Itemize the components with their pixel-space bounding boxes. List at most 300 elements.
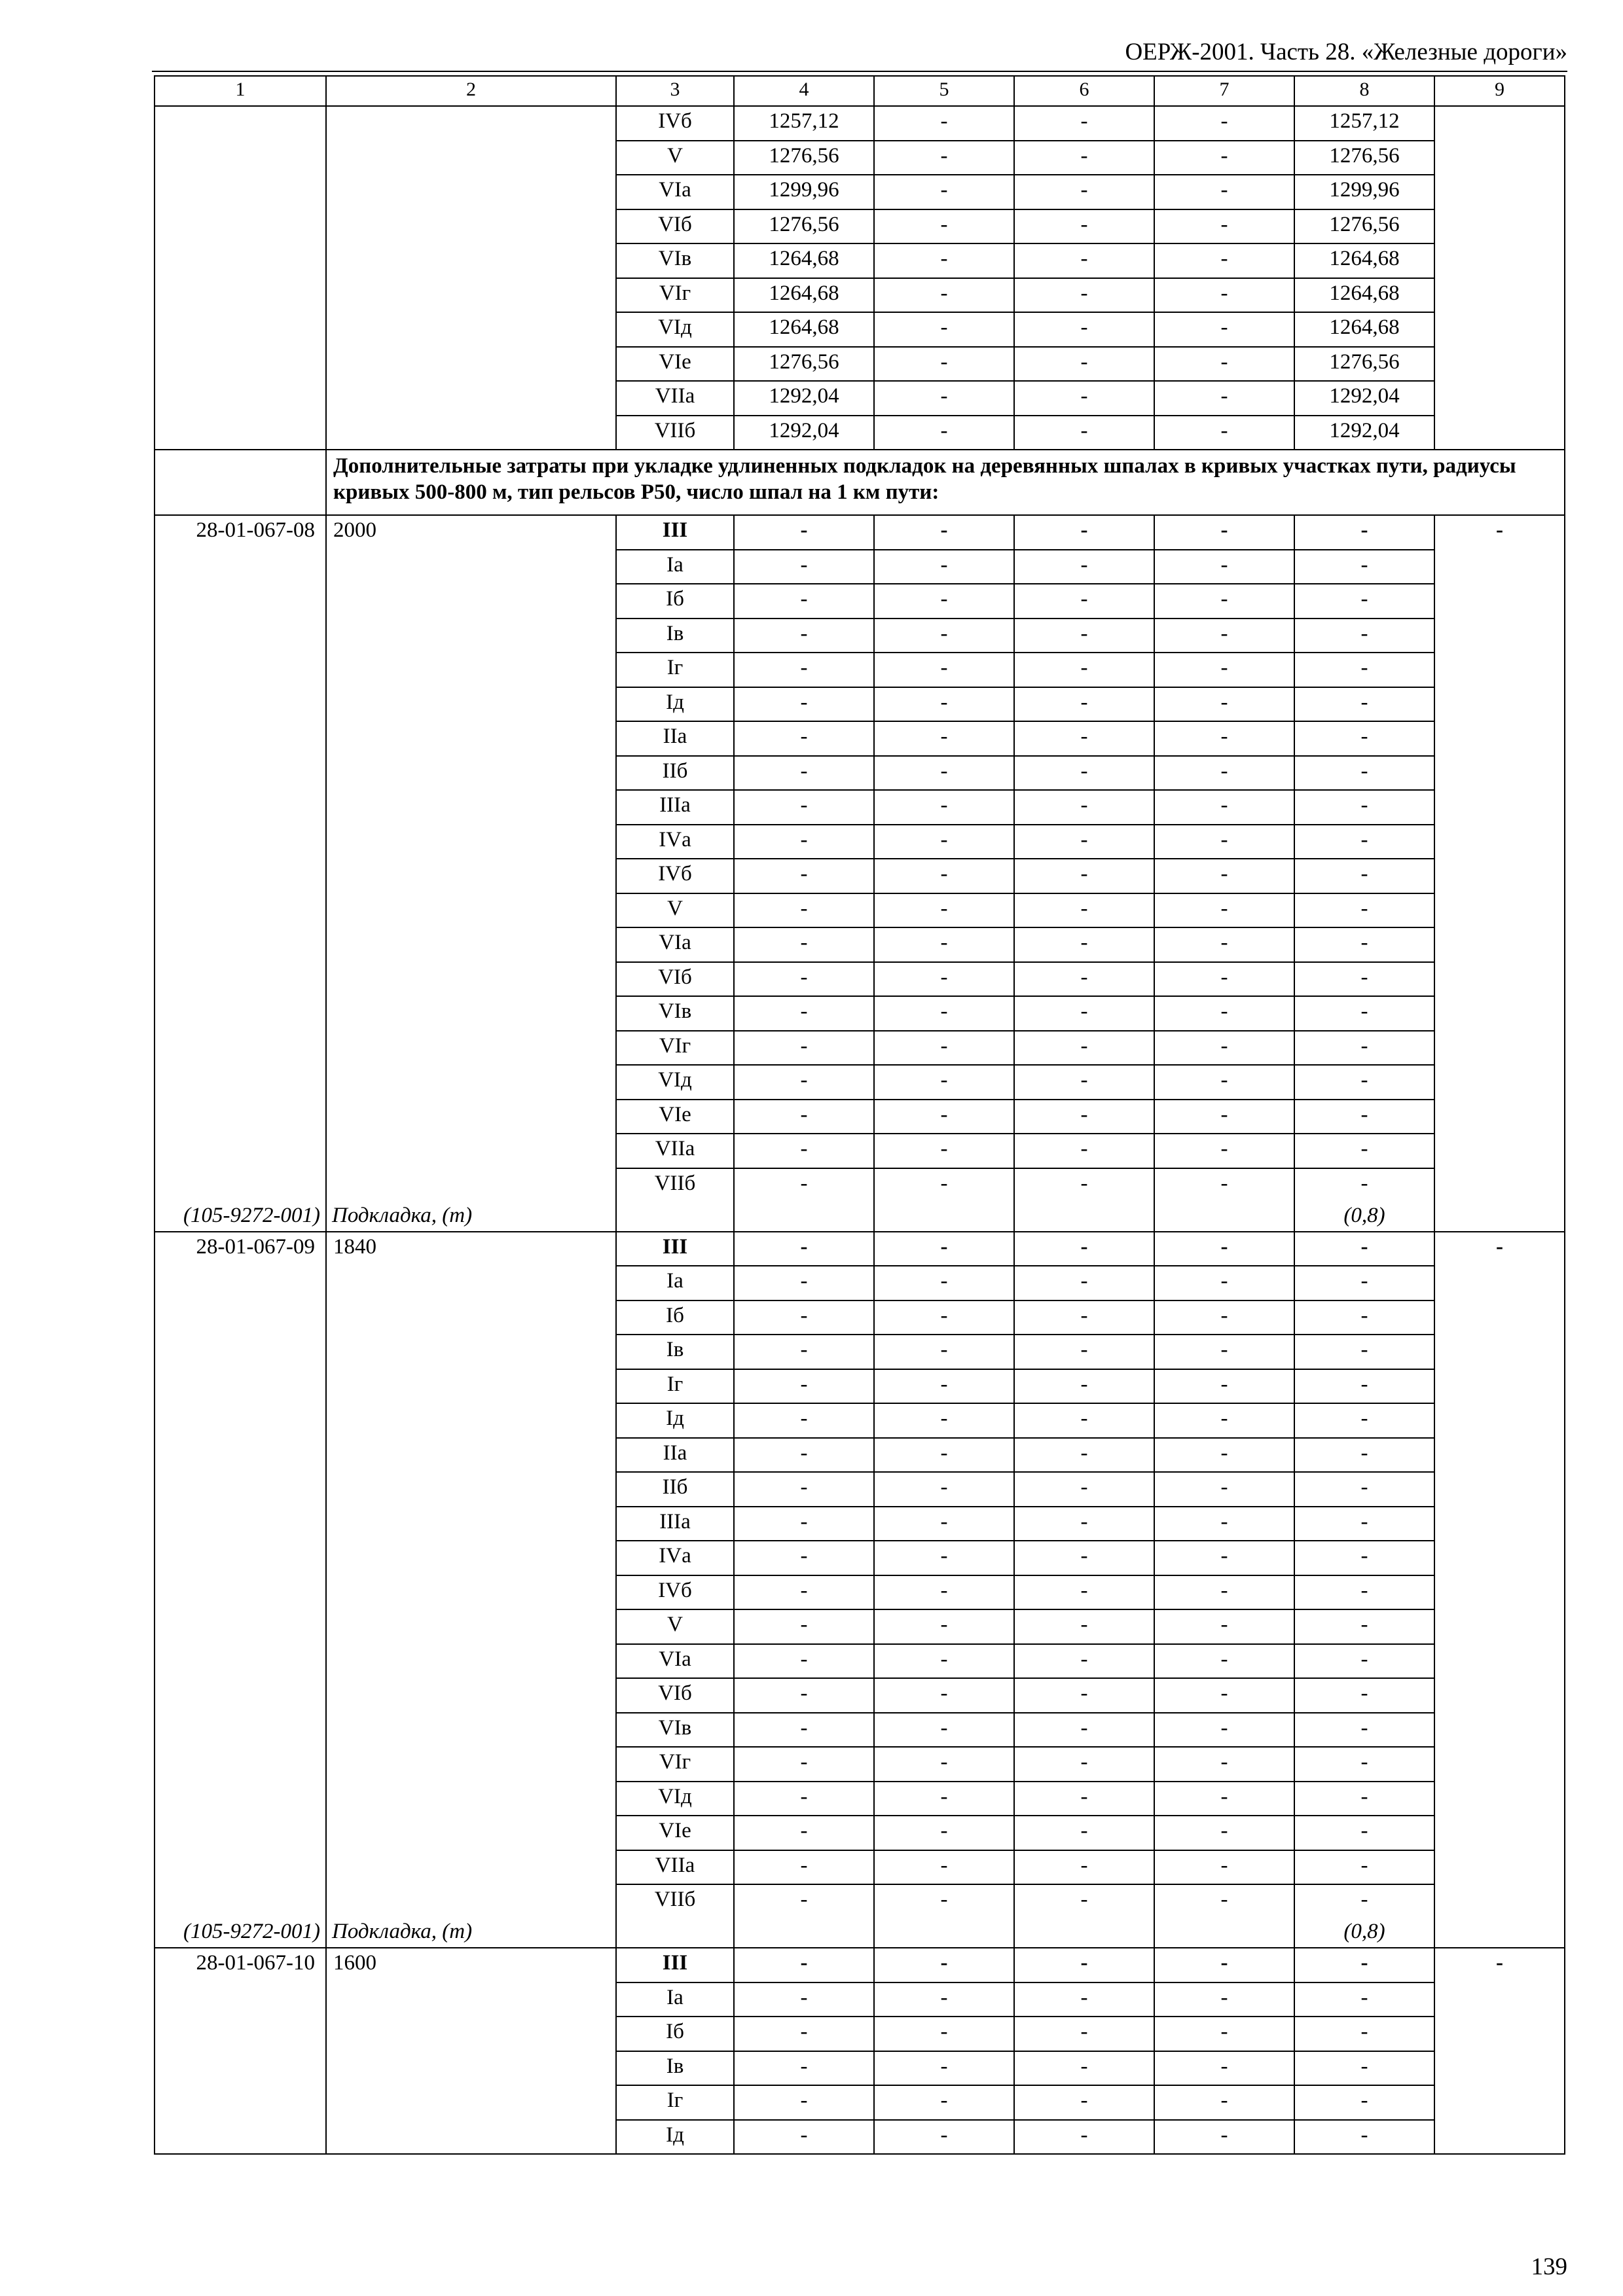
dash-value: - <box>1360 896 1368 920</box>
value-cell: - <box>734 1713 874 1748</box>
page-number: 139 <box>1531 2253 1567 2280</box>
value-cell: - <box>1014 1232 1154 1266</box>
category-cell: Iб <box>616 584 734 619</box>
dash-value: - <box>1360 1888 1368 1911</box>
value-cell: - <box>1014 962 1154 997</box>
value-cell: - <box>1154 1982 1294 2017</box>
value-cell <box>1294 619 1434 653</box>
value-cell: - <box>874 2120 1014 2155</box>
value-cell: - <box>1154 962 1294 997</box>
value-cell: 1264,68 <box>734 312 874 347</box>
value-cell: - <box>874 825 1014 859</box>
dash-value: - <box>1360 621 1368 645</box>
value-cell: - <box>1154 1884 1294 1948</box>
value-cell: - <box>874 2051 1014 2086</box>
value-cell: - <box>734 756 874 791</box>
quantity-cell <box>326 515 616 1232</box>
value-cell: - <box>1014 1782 1154 1816</box>
dash-value: - <box>1360 759 1368 783</box>
value-cell: - <box>1014 175 1154 209</box>
value-cell: - <box>1154 416 1294 450</box>
value-cell: - <box>874 584 1014 619</box>
value-cell: - <box>874 550 1014 584</box>
value-cell <box>1294 1782 1434 1816</box>
value-cell <box>1294 1403 1434 1438</box>
value-cell <box>1294 2051 1434 2086</box>
value-cell: - <box>734 859 874 893</box>
value-cell: - <box>734 1816 874 1850</box>
norm-code: 28-01-067-09 <box>196 1234 315 1259</box>
category-cell: VIг <box>616 1747 734 1782</box>
value-cell <box>1294 1232 1434 1266</box>
value-cell: - <box>1154 1948 1294 1982</box>
column-number: 3 <box>616 76 734 106</box>
value-cell: - <box>1154 2120 1294 2155</box>
resource-name: Подкладка, (т) <box>332 1203 473 1227</box>
value-cell: - <box>1014 1100 1154 1134</box>
value-cell: - <box>1014 1816 1154 1850</box>
value-cell: - <box>1014 2085 1154 2120</box>
value-cell: - <box>1014 996 1154 1031</box>
value-cell <box>1294 2120 1434 2155</box>
value-cell: - <box>734 2017 874 2051</box>
dash-value: - <box>1360 1578 1368 1602</box>
value-cell: - <box>1154 1232 1294 1266</box>
value-cell: - <box>734 2085 874 2120</box>
dash-value: - <box>1360 1647 1368 1671</box>
value-cell <box>1294 1644 1434 1679</box>
value-cell <box>1294 1541 1434 1575</box>
value-cell: - <box>874 1541 1014 1575</box>
column-9-cell: - <box>1434 1948 1565 2154</box>
dash-value: - <box>1360 587 1368 611</box>
value-cell: - <box>734 1472 874 1507</box>
value-cell: 1299,96 <box>1294 175 1434 209</box>
resource-value: (0,8) <box>1343 1920 1385 1943</box>
category-cell: IVа <box>616 1541 734 1575</box>
resource-name: Подкладка, (т) <box>332 1920 473 1943</box>
value-cell: - <box>1154 2051 1294 2086</box>
value-cell <box>1294 1507 1434 1541</box>
value-cell: - <box>734 893 874 928</box>
column-number: 8 <box>1294 76 1434 106</box>
category-cell: Iа <box>616 1266 734 1300</box>
value-cell: - <box>1154 756 1294 791</box>
value-cell <box>1294 756 1434 791</box>
value-cell: - <box>1154 141 1294 175</box>
quantity-cell <box>326 1232 616 1948</box>
resource-code: (105-9272-001) <box>183 1203 320 1227</box>
value-cell: - <box>734 1782 874 1816</box>
value-cell <box>1294 1948 1434 1982</box>
value-cell: - <box>874 1403 1014 1438</box>
category-cell: VIа <box>616 1644 734 1679</box>
value-cell: - <box>1014 619 1154 653</box>
dash-value: - <box>1360 552 1368 577</box>
value-cell: - <box>1014 687 1154 722</box>
category-cell: IVа <box>616 825 734 859</box>
value-cell <box>1294 1747 1434 1782</box>
code-cell <box>155 1232 326 1948</box>
value-cell: 1276,56 <box>734 209 874 244</box>
value-cell: - <box>1154 1100 1294 1134</box>
dash-value: - <box>1360 1033 1368 1058</box>
value-cell: - <box>1154 1134 1294 1168</box>
column-9-cell: - <box>1434 1232 1565 1948</box>
dash-value: - <box>1360 1544 1368 1568</box>
value-cell: - <box>874 1713 1014 1748</box>
table-row <box>155 106 1565 141</box>
value-cell: - <box>1154 1369 1294 1404</box>
value-cell <box>1294 1850 1434 1885</box>
value-cell: - <box>1154 927 1294 962</box>
value-cell: - <box>874 619 1014 653</box>
value-cell <box>1294 1713 1434 1748</box>
value-cell: - <box>1014 347 1154 382</box>
value-cell: - <box>734 1369 874 1404</box>
value-cell: - <box>1014 1403 1154 1438</box>
value-cell: - <box>1154 1266 1294 1300</box>
value-cell: - <box>874 1232 1014 1266</box>
category-cell: Iг <box>616 653 734 687</box>
value-cell: - <box>734 1644 874 1679</box>
dash-value: - <box>1360 1303 1368 1327</box>
category-cell: VIг <box>616 278 734 313</box>
value-cell: - <box>1014 243 1154 278</box>
value-cell: - <box>1154 312 1294 347</box>
dash-value: - <box>1360 1750 1368 1774</box>
value-cell: - <box>1014 1884 1154 1948</box>
category-cell: Iд <box>616 687 734 722</box>
value-cell: - <box>1154 619 1294 653</box>
category-cell: III <box>616 1948 734 1982</box>
value-cell: 1257,12 <box>734 106 874 141</box>
value-cell: - <box>1014 721 1154 756</box>
value-cell: - <box>1154 1609 1294 1644</box>
category-cell: VIб <box>616 962 734 997</box>
value-cell: - <box>1154 893 1294 928</box>
page-header-title: ОЕРЖ-2001. Часть 28. «Железные дороги» <box>1125 39 1567 65</box>
value-cell <box>1294 687 1434 722</box>
value-cell: - <box>734 584 874 619</box>
value-cell: - <box>1154 1507 1294 1541</box>
category-cell: Iв <box>616 2051 734 2086</box>
dash-value: - <box>1360 2123 1368 2147</box>
dash-value: - <box>1360 931 1368 954</box>
value-cell: - <box>1014 927 1154 962</box>
value-cell: - <box>734 1575 874 1610</box>
value-cell: - <box>734 1678 874 1713</box>
value-cell <box>1294 1816 1434 1850</box>
value-cell <box>1294 584 1434 619</box>
value-cell: - <box>874 1609 1014 1644</box>
value-cell <box>1294 790 1434 825</box>
value-cell: - <box>1014 1168 1154 1232</box>
value-cell: - <box>1154 1300 1294 1335</box>
value-cell <box>1294 1472 1434 1507</box>
value-cell: - <box>1014 1438 1154 1473</box>
value-cell: - <box>1154 1850 1294 1885</box>
value-cell: - <box>874 416 1014 450</box>
value-cell: 1276,56 <box>734 141 874 175</box>
category-cell: IIа <box>616 721 734 756</box>
value-cell: - <box>734 1541 874 1575</box>
value-cell: - <box>1154 1065 1294 1100</box>
value-cell: - <box>1014 1678 1154 1713</box>
category-cell: IIа <box>616 1438 734 1473</box>
value-cell: - <box>874 1335 1014 1369</box>
dash-value: - <box>1360 1234 1368 1259</box>
value-cell: 1276,56 <box>1294 347 1434 382</box>
value-cell: - <box>1014 756 1154 791</box>
value-cell <box>1294 2085 1434 2120</box>
sleeper-count: 2000 <box>333 518 376 542</box>
value-cell: - <box>1014 1747 1154 1782</box>
category-cell: V <box>616 893 734 928</box>
category-cell: Iд <box>616 1403 734 1438</box>
value-cell: - <box>1154 347 1294 382</box>
sleeper-count: 1600 <box>333 1951 376 1975</box>
value-cell: - <box>1154 1472 1294 1507</box>
dash-value: - <box>1360 1475 1368 1499</box>
category-cell: III <box>616 1232 734 1266</box>
value-cell: - <box>1014 381 1154 416</box>
value-cell: - <box>874 1850 1014 1885</box>
dash-value: - <box>1360 1784 1368 1808</box>
column-number: 6 <box>1014 76 1154 106</box>
value-cell <box>1294 1982 1434 2017</box>
column-number: 5 <box>874 76 1014 106</box>
value-cell: 1292,04 <box>1294 381 1434 416</box>
value-cell: 1276,56 <box>1294 209 1434 244</box>
value-cell: 1257,12 <box>1294 106 1434 141</box>
dash-value: - <box>1360 1853 1368 1877</box>
value-cell <box>1294 721 1434 756</box>
value-cell <box>1294 859 1434 893</box>
dash-value: - <box>1360 1338 1368 1361</box>
value-cell: - <box>874 381 1014 416</box>
value-cell <box>1294 1100 1434 1134</box>
category-cell: IIIа <box>616 790 734 825</box>
norm-code: 28-01-067-10 <box>196 1951 315 1975</box>
norm-table <box>154 75 1565 2155</box>
category-cell: VIв <box>616 996 734 1031</box>
section-description: Дополнительные затраты при укладке удлиненных подкладок на деревянных шпалах в кривых участках пути, радиусы кривых 500-800 м, тип рельсов Р50, число шпал на 1 км пути: <box>326 450 1565 515</box>
value-cell: - <box>1014 312 1154 347</box>
value-cell: - <box>734 619 874 653</box>
header-rule <box>152 71 1567 72</box>
value-cell: - <box>1154 1678 1294 1713</box>
value-cell <box>1294 2017 1434 2051</box>
norm-code: 28-01-067-08 <box>196 518 315 542</box>
value-cell: - <box>1014 1609 1154 1644</box>
value-cell: - <box>734 687 874 722</box>
value-cell: - <box>1014 1541 1154 1575</box>
value-cell <box>1294 1168 1434 1232</box>
sleeper-count: 1840 <box>333 1234 376 1259</box>
category-cell: VIIа <box>616 1850 734 1885</box>
dash-value: - <box>1360 1715 1368 1740</box>
dash-value: - <box>1360 656 1368 679</box>
value-cell: - <box>1154 721 1294 756</box>
value-cell: - <box>874 515 1014 550</box>
value-cell <box>1294 1575 1434 1610</box>
category-cell: VIб <box>616 1678 734 1713</box>
value-cell: - <box>1014 1948 1154 1982</box>
code-cell <box>155 1948 326 2154</box>
category-cell: VIд <box>616 1782 734 1816</box>
value-cell: - <box>1014 550 1154 584</box>
value-cell: - <box>874 209 1014 244</box>
value-cell: - <box>874 1884 1014 1948</box>
value-cell: 1299,96 <box>734 175 874 209</box>
value-cell: - <box>734 721 874 756</box>
value-cell: - <box>1014 141 1154 175</box>
dash-value: - <box>1360 1985 1368 2009</box>
value-cell: - <box>1014 1507 1154 1541</box>
category-cell: V <box>616 1609 734 1644</box>
value-cell: - <box>1014 1266 1154 1300</box>
value-cell: - <box>1154 859 1294 893</box>
value-cell: - <box>1014 825 1154 859</box>
value-cell: - <box>1014 209 1154 244</box>
value-cell: - <box>874 1438 1014 1473</box>
category-cell: VIIб <box>616 1884 734 1948</box>
value-cell: - <box>734 1948 874 1982</box>
value-cell: 1264,68 <box>1294 312 1434 347</box>
value-cell: - <box>1154 1403 1294 1438</box>
dash-value: - <box>1360 690 1368 714</box>
value-cell: - <box>1154 515 1294 550</box>
value-cell: - <box>874 1816 1014 1850</box>
quantity-cell <box>326 1948 616 2154</box>
value-cell: - <box>874 1472 1014 1507</box>
value-cell: - <box>1014 1644 1154 1679</box>
value-cell: - <box>874 1031 1014 1066</box>
value-cell: - <box>1014 1472 1154 1507</box>
value-cell <box>1294 1369 1434 1404</box>
value-cell: - <box>1014 1065 1154 1100</box>
value-cell: - <box>734 2120 874 2155</box>
value-cell: - <box>874 721 1014 756</box>
category-cell: VIIб <box>616 416 734 450</box>
column-9-cell: - <box>1434 515 1565 1232</box>
value-cell <box>1294 1065 1434 1100</box>
value-cell: - <box>1154 2017 1294 2051</box>
value-cell <box>1294 1335 1434 1369</box>
value-cell: - <box>1154 278 1294 313</box>
category-cell: IVб <box>616 859 734 893</box>
table-row <box>155 515 1565 550</box>
value-cell: - <box>874 2085 1014 2120</box>
value-cell: - <box>734 1982 874 2017</box>
value-cell: - <box>1014 584 1154 619</box>
value-cell: - <box>1154 1335 1294 1369</box>
value-cell: - <box>1154 1438 1294 1473</box>
dash-value: - <box>1360 1613 1368 1636</box>
value-cell: - <box>874 278 1014 313</box>
dash-value: - <box>1360 518 1368 542</box>
value-cell <box>1294 1031 1434 1066</box>
value-cell: - <box>1014 790 1154 825</box>
value-cell: 1264,68 <box>1294 243 1434 278</box>
value-cell: - <box>1154 687 1294 722</box>
value-cell <box>1294 653 1434 687</box>
value-cell <box>1294 550 1434 584</box>
value-cell: - <box>1154 550 1294 584</box>
dash-value: - <box>1360 1102 1368 1126</box>
value-cell: - <box>874 141 1014 175</box>
value-cell <box>1294 1609 1434 1644</box>
value-cell: - <box>1014 1575 1154 1610</box>
value-cell: - <box>1154 209 1294 244</box>
dash-value: - <box>1360 2089 1368 2112</box>
value-cell: - <box>874 106 1014 141</box>
value-cell: - <box>874 893 1014 928</box>
value-cell: - <box>734 1031 874 1066</box>
resource-value: (0,8) <box>1343 1203 1385 1227</box>
value-cell: - <box>1154 790 1294 825</box>
value-cell: - <box>1014 1134 1154 1168</box>
value-cell: - <box>734 1438 874 1473</box>
category-cell: Iв <box>616 619 734 653</box>
description-spacer <box>155 450 326 515</box>
value-cell: - <box>1154 1713 1294 1748</box>
value-cell: - <box>1154 1168 1294 1232</box>
value-cell: - <box>874 1678 1014 1713</box>
value-cell: - <box>1014 859 1154 893</box>
dash-value: - <box>1360 1068 1368 1092</box>
value-cell: - <box>734 1884 874 1948</box>
value-cell: - <box>1154 1782 1294 1816</box>
value-cell: - <box>1154 1747 1294 1782</box>
value-cell: - <box>874 1747 1014 1782</box>
value-cell: - <box>874 859 1014 893</box>
value-cell: - <box>874 1168 1014 1232</box>
value-cell: - <box>1014 2051 1154 2086</box>
category-cell: III <box>616 515 734 550</box>
value-cell: - <box>874 653 1014 687</box>
value-cell: - <box>734 1403 874 1438</box>
value-cell: - <box>734 1335 874 1369</box>
category-cell: IVб <box>616 106 734 141</box>
value-cell: - <box>734 962 874 997</box>
value-cell: - <box>734 996 874 1031</box>
category-cell: VIIа <box>616 381 734 416</box>
dash-value: - <box>1360 1269 1368 1293</box>
value-cell: - <box>874 2017 1014 2051</box>
value-cell: - <box>734 1168 874 1232</box>
category-cell: Iб <box>616 2017 734 2051</box>
value-cell: - <box>874 1948 1014 1982</box>
value-cell: 1264,68 <box>1294 278 1434 313</box>
table-row <box>155 1232 1565 1266</box>
value-cell: - <box>874 756 1014 791</box>
value-cell: - <box>874 1134 1014 1168</box>
dash-value: - <box>1360 1951 1368 1975</box>
column-number: 2 <box>326 76 616 106</box>
value-cell: - <box>874 1982 1014 2017</box>
dash-value: - <box>1360 1137 1368 1160</box>
category-cell: Iг <box>616 2085 734 2120</box>
value-cell: - <box>1014 1850 1154 1885</box>
value-cell: - <box>874 687 1014 722</box>
value-cell: - <box>1014 278 1154 313</box>
value-cell <box>1294 1884 1434 1948</box>
dash-value: - <box>1360 1509 1368 1534</box>
value-cell: - <box>734 2051 874 2086</box>
value-cell: - <box>1154 106 1294 141</box>
